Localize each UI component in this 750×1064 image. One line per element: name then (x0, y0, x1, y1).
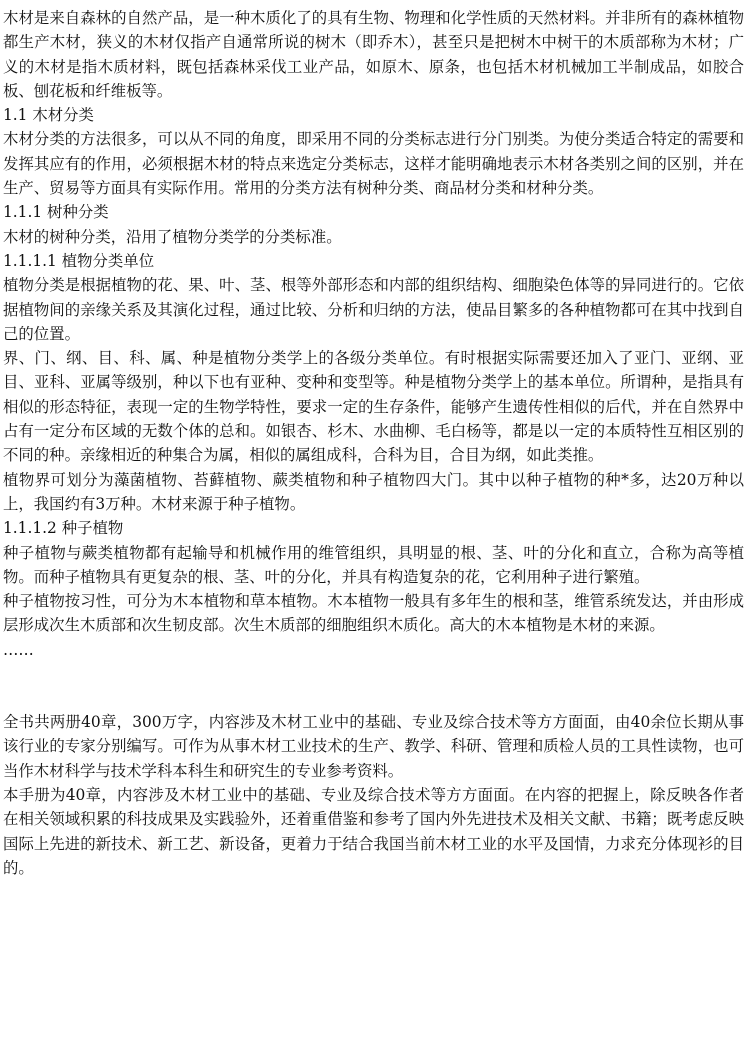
section-1-1-1-2-paragraph: 种子植物与蕨类植物都有起输导和机械作用的维管组织，具明显的根、茎、叶的分化和直立，合称为高等植物。而种子植物具有更复杂的根、茎、叶的分化，并具有构造复杂的花，它利用种子进行繁殖。 (3, 543, 744, 586)
ellipsis: …… (3, 640, 34, 659)
summary-paragraph: 本手册为40章，内容涉及木材工业中的基础、专业及综合技术等方方面面。在内容的把握上，除反映各作者在相关领域积累的科技成果及实践验外，还着重借鉴和参考了国内外先进技术及相关文献、书籍；既考虑反映国际上先进的新技术、新工艺、新设备，更着力于结合我国当前木材工业的水平及国情，力求充分体现衫的目的。 (3, 785, 744, 877)
intro-paragraph: 木材是来自森林的自然产品，是一种木质化了的具有生物、物理和化学性质的天然材料。并非所有的森林植物都生产木材，狭义的木材仅指产自通常所说的树木（即乔木），甚至只是把树木中树干的木质部称为木材；广义的木材是指木质材料，既包括森林采伐工业产品，如原木、原条，也包括木材机械加工半制成品，如胶合板、刨花板和纤维板等。 (3, 9, 744, 100)
section-1-1-paragraph: 木材分类的方法很多，可以从不同的角度，即采用不同的分类标志进行分门别类。为使分类适合特定的需要和发挥其应有的作用，必须根据木材的特点来选定分类标志，这样才能明确地表示木材各类别之间的区别，并在生产、贸易等方面具有实际作用。常用的分类方法有树种分类、商品材分类和材种分类。 (3, 130, 744, 198)
section-1-1-1-1-paragraph: 界、门、纲、目、科、属、种是植物分类学上的各级分类单位。有时根据实际需要还加入了亚门、亚纲、亚目、亚科、亚属等级别，种以下也有亚种、变种和变型等。种是植物分类学上的基本单位。所谓种，是指具有相似的形态特征，表现一定的生物学特性，要求一定的生存条件，能够产生遗传性相似的后代，并在自然界中占有一定分布区域的无数个体的总和。如银杏、杉木、水曲柳、毛白杨等，都是以一定的本质特性互相区别的不同的种。亲缘相近的种集合为属，相似的属组成科，合科为目，合目为纲，如此类推。 (3, 349, 744, 465)
section-gap (3, 662, 744, 710)
section-heading-1-1-1: 1.1.1 树种分类 (3, 203, 109, 222)
section-1-1-1-1-paragraph: 植物分类是根据植物的花、果、叶、茎、根等外部形态和内部的组织结构、细胞染色体等的异同进行的。它依据植物间的亲缘关系及其演化过程，通过比较、分析和归纳的方法，使品目繁多的各种植物都可在其中找到自己的位置。 (3, 276, 744, 343)
section-1-1-1-paragraph: 木材的树种分类，沿用了植物分类学的分类标准。 (3, 227, 342, 246)
section-1-1-1-1-paragraph: 植物界可划分为藻菌植物、苔藓植物、蕨类植物和种子植物四大门。其中以种子植物的种*多，达20万种以上，我国约有3万种。木材来源于种子植物。 (3, 470, 744, 513)
section-heading-1-1: 1.1 木材分类 (3, 106, 94, 125)
section-heading-1-1-1-1: 1.1.1.1 植物分类单位 (3, 251, 155, 270)
section-heading-1-1-1-2: 1.1.1.2 种子植物 (3, 519, 124, 538)
summary-paragraph: 全书共两册40章，300万字，内容涉及木材工业中的基础、专业及综合技术等方方面面，由40余位长期从事该行业的专家分别编写。可作为从事木材工业技术的生产、教学、科研、管理和质检人员的工具性读物，也可当作木材科学与技术学科本科生和研究生的专业参考资料。 (3, 713, 744, 780)
section-1-1-1-2-paragraph: 种子植物按习性，可分为木本植物和草本植物。木本植物一般具有多年生的根和茎，维管系统发达，并由形成层形成次生木质部和次生韧皮部。次生木质部的细胞组织木质化。高大的木本植物是木材的来源。 (3, 592, 744, 635)
